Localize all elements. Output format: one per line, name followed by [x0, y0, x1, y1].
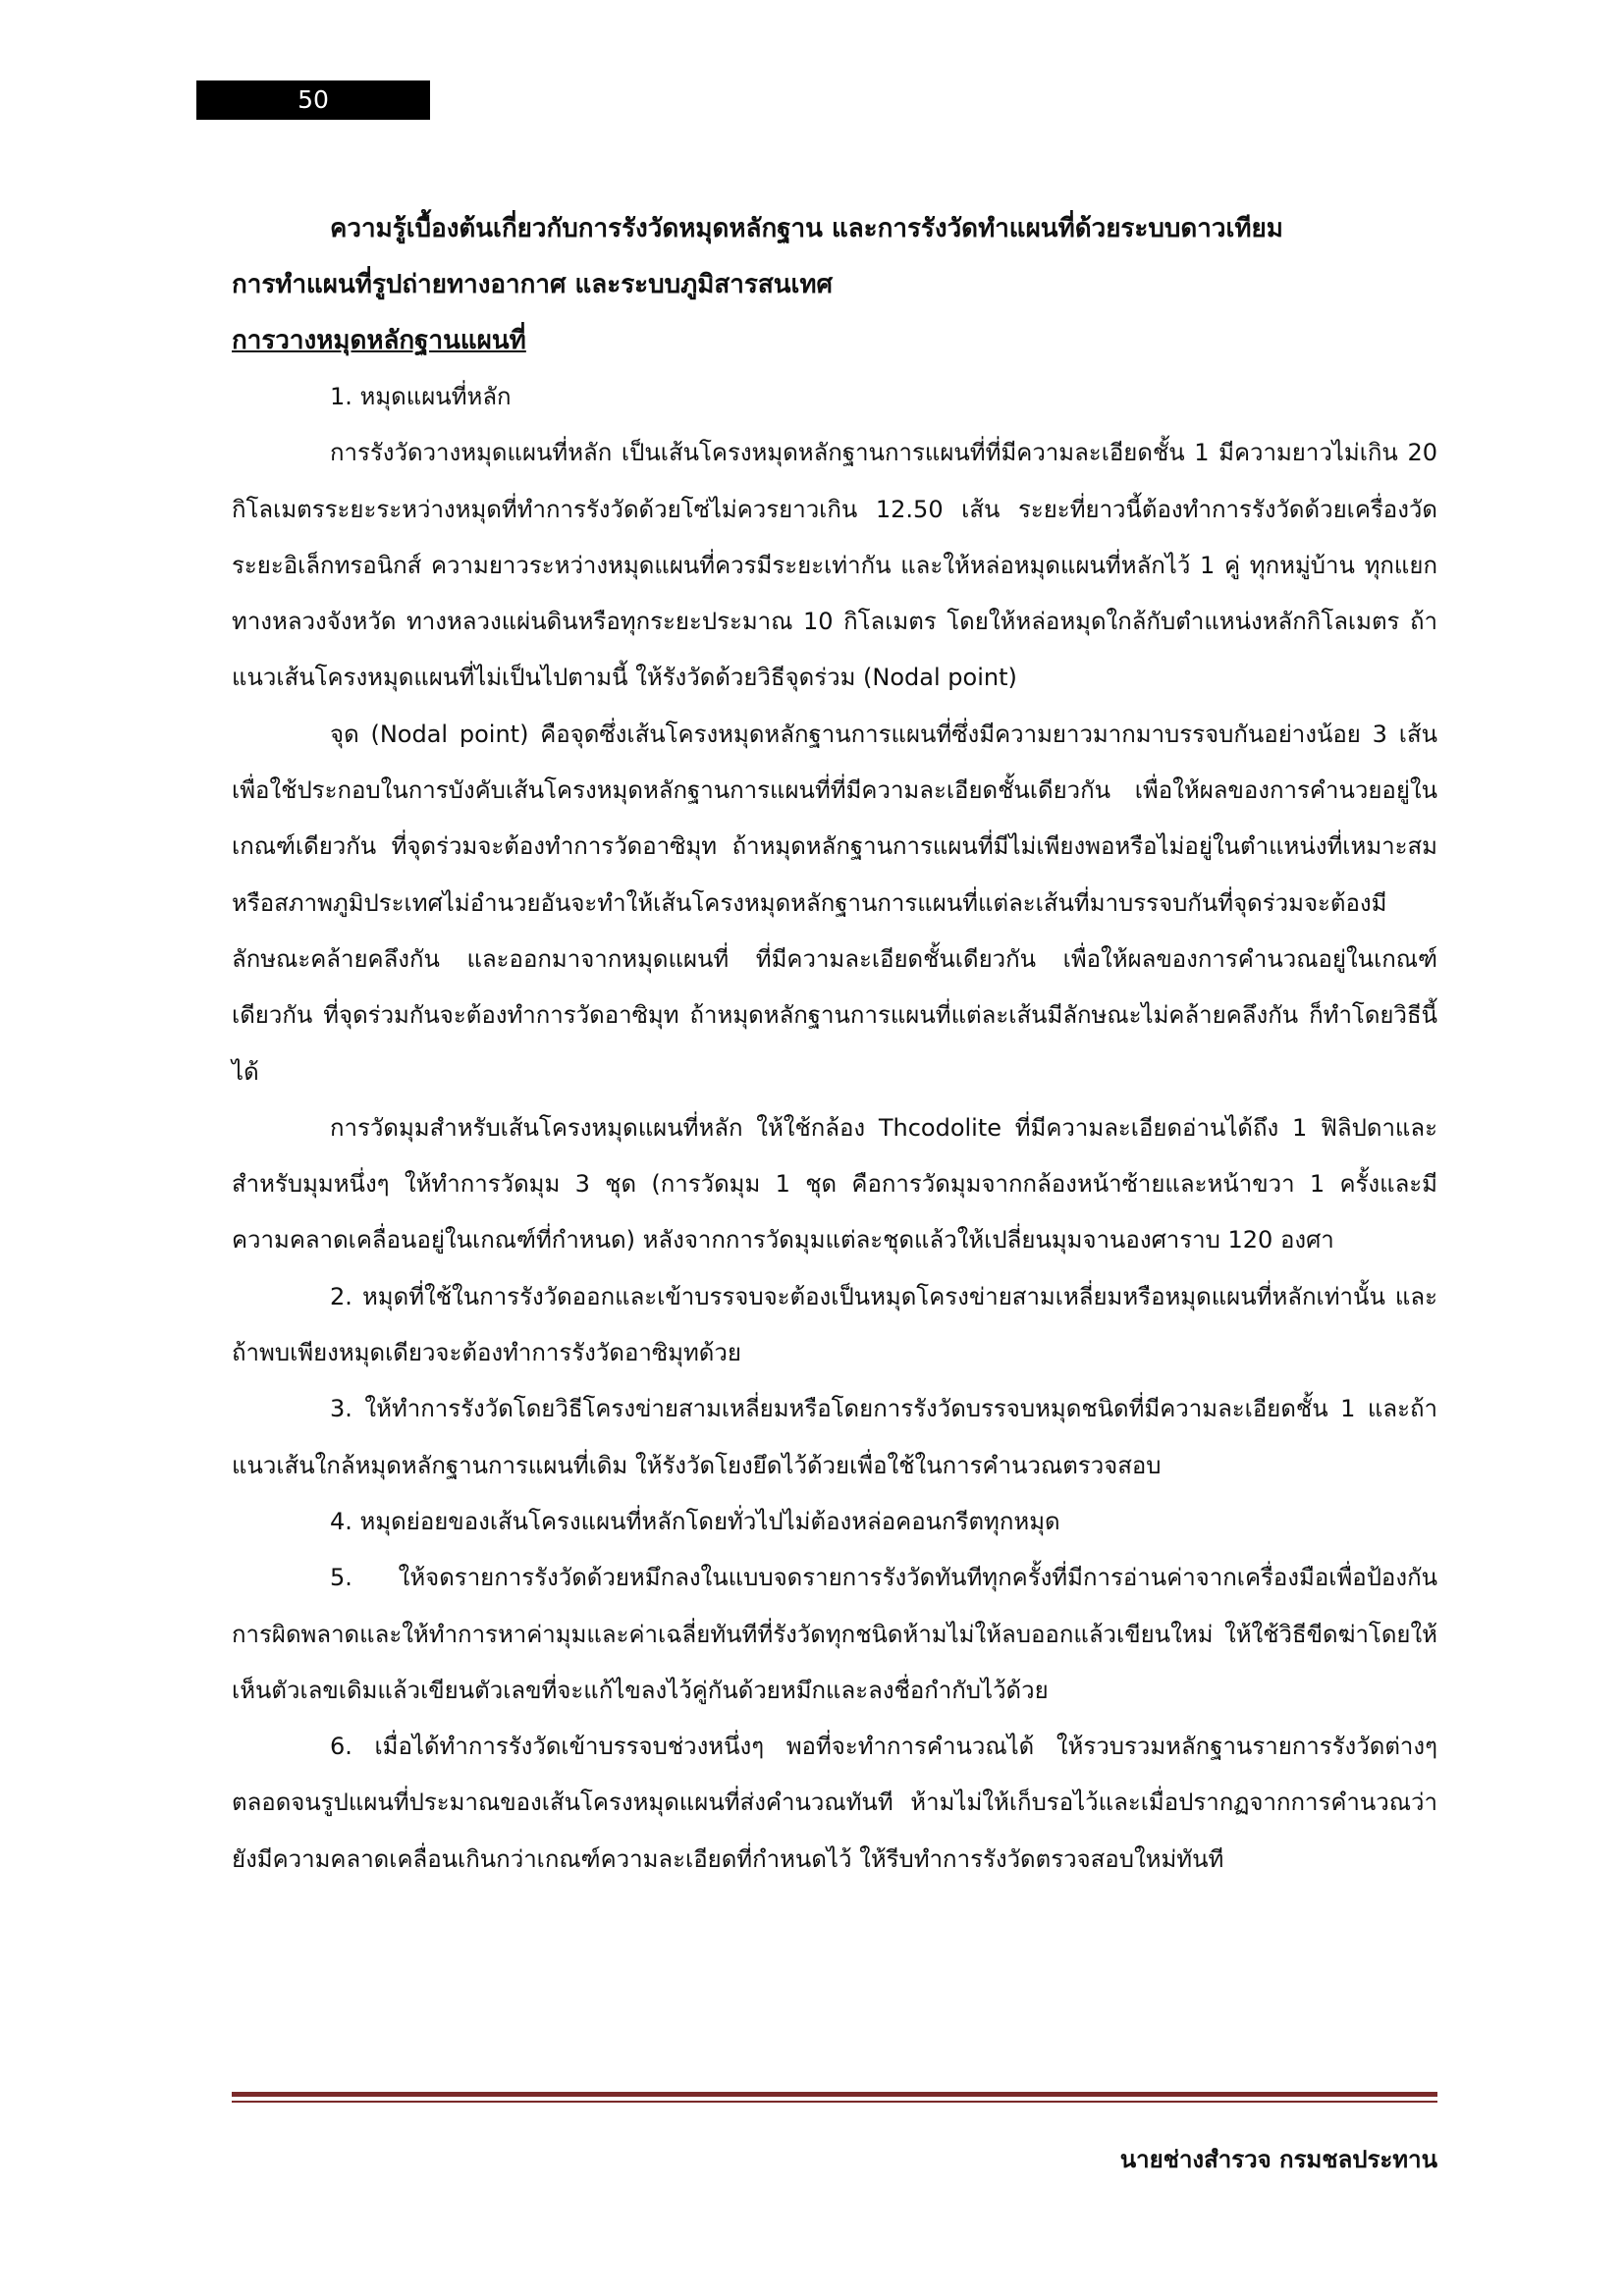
footer-divider-thin [232, 2101, 1437, 2103]
paragraph-item-1-heading: 1. หมุดแผนที่หลัก [330, 383, 512, 410]
paragraph-main-station: การรังวัดวางหมุดแผนที่หลัก เป็นเส้นโครงหมุดหลักฐานการแผนที่ที่มีความละเอียดชั้น 1 มีความยาวไม่เกิน 20 กิโลเมตรระยะระหว่างหมุดที่ทำการรังวัดด้วยโซ่ไม่ควรยาวเกิน 12.50 เส้น ระยะที่ยาวนี้ต้องทำการรังวัดด้วยเครื่องวัดระยะอิเล็กทรอนิกส์ ความยาวระหว่างหมุดแผนที่ควรมีระยะเท่ากัน และให้หล่อหมุดแผนที่หลักไว้ 1 คู่ ทุกหมู่บ้าน ทุกแยกทางหลวงจังหวัด ทางหลวงแผ่นดินหรือทุกระยะประมาณ 10 กิโลเมตร โดยให้หล่อหมุดใกล้กับตำแหน่งหลักกิโลเมตร ถ้าแนวเส้นโครงหมุดแผนที่ไม่เป็นไปตามนี้ ให้รังวัดด้วยวิธีจุดร่วม (Nodal point) [232, 439, 1437, 692]
document-title [232, 201, 1437, 313]
title-line-2: การทำแผนที่รูปถ่ายทางอากาศ และระบบภูมิสารสนเทศ [232, 270, 834, 299]
footer-text: นายช่างสำรวจ กรมชลประทาน [1119, 2145, 1437, 2173]
section-heading: การวางหมุดหลักฐานแผนที่ [232, 326, 526, 355]
title-line-1: ความรู้เบื้องต้นเกี่ยวกับการรังวัดหมุดหลักฐาน และการรังวัดทำแผนที่ด้วยระบบดาวเทียม [330, 214, 1283, 243]
paragraph-item-4: 4. หมุดย่อยของเส้นโครงแผนที่หลักโดยทั่วไปไม่ต้องหล่อคอนกรีตทุกหมุด [330, 1507, 1060, 1535]
document-body [232, 201, 1437, 1888]
paragraph-item-2: 2. หมุดที่ใช้ในการรังวัดออกและเข้าบรรจบจะต้องเป็นหมุดโครงข่ายสามเหลี่ยมหรือหมุดแผนที่หลักเท่านั้น และถ้าพบเพียงหมุดเดียวจะต้องทำการรังวัดอาซิมุทด้วย [232, 1282, 1437, 1367]
paragraph-angle-measurement: การวัดมุมสำหรับเส้นโครงหมุดแผนที่หลัก ให้ใช้กล้อง Thcodolite ที่มีความละเอียดอ่านได้ถึง 1 ฟิลิปดาและสำหรับมุมหนึ่งๆ ให้ทำการวัดมุม 3 ชุด (การวัดมุม 1 ชุด คือการวัดมุมจากกล้องหน้าซ้ายและหน้าขวา 1 ครั้งและมีความคลาดเคลื่อนอยู่ในเกณฑ์ที่กำหนด) หลังจากการวัดมุมแต่ละชุดแล้วให้เปลี่ยนมุมจานองศาราบ 120 องศา [232, 1113, 1437, 1255]
paragraph-nodal-point: จุด (Nodal point) คือจุดซึ่งเส้นโครงหมุดหลักฐานการแผนที่ซึ่งมีความยาวมากมาบรรจบกันอย่างน้อย 3 เส้น เพื่อใช้ประกอบในการบังคับเส้นโครงหมุดหลักฐานการแผนที่ที่มีความละเอียดชั้นเดียวกัน เพื่อให้ผลของการคำนวยอยู่ในเกณฑ์เดียวกัน ที่จุดร่วมจะต้องทำการวัดอาซิมุท ถ้าหมุดหลักฐานการแผนที่มีไม่เพียงพอหรือไม่อยู่ในตำแหน่งที่เหมาะสมหรือสภาพภูมิประเทศไม่อำนวยอันจะทำให้เส้นโครงหมุดหลักฐานการแผนที่แต่ละเส้นที่มาบรรจบกันที่จุดร่วมจะต้องมีลักษณะคล้ายคลึงกัน และออกมาจากหมุดแผนที่ ที่มีความละเอียดชั้นเดียวกัน เพื่อให้ผลของการคำนวณอยู่ในเกณฑ์เดียวกัน ที่จุดร่วมกันจะต้องทำการวัดอาซิมุท ถ้าหมุดหลักฐานการแผนที่แต่ละเส้นมีลักษณะไม่คล้ายคลึงกัน ก็ทำโดยวิธีนี้ได้ [232, 720, 1437, 1086]
page-number: 50 [196, 80, 430, 120]
paragraph-item-5: 5. ให้จดรายการรังวัดด้วยหมึกลงในแบบจดรายการรังวัดทันทีทุกครั้งที่มีการอ่านค่าจากเครื่องมือเพื่อป้องกันการผิดพลาดและให้ทำการหาค่ามุมและค่าเฉลี่ยทันทีที่รังวัดทุกชนิดห้ามไม่ให้ลบออกแล้วเขียนใหม่ ให้ใช้วิธีขีดฆ่าโดยให้เห็นตัวเลขเดิมแล้วเขียนตัวเลขที่จะแก้ไขลงไว้คู่กันด้วยหมึกและลงชื่อกำกับไว้ด้วย [232, 1564, 1437, 1704]
paragraph-item-3: 3. ให้ทำการรังวัดโดยวิธีโครงข่ายสามเหลี่ยมหรือโดยการรังวัดบรรจบหมุดชนิดที่มีความละเอียดชั้น 1 และถ้าแนวเส้นใกล้หมุดหลักฐานการแผนที่เดิม ให้รังวัดโยงยึดไว้ด้วยเพื่อใช้ในการคำนวณตรวจสอบ [232, 1395, 1437, 1479]
paragraph-item-6: 6. เมื่อได้ทำการรังวัดเข้าบรรจบช่วงหนึ่งๆ พอที่จะทำการคำนวณได้ ให้รวบรวมหลักฐานรายการรังวัดต่างๆตลอดจนรูปแผนที่ประมาณของเส้นโครงหมุดแผนที่ส่งคำนวณทันที ห้ามไม่ให้เก็บรอไว้และเมื่อปรากฏจากการคำนวณว่ายังมีความคลาดเคลื่อนเกินกว่าเกณฑ์ความละเอียดที่กำหนดไว้ ให้รีบทำการรังวัดตรวจสอบใหม่ทันที [232, 1733, 1437, 1873]
footer-divider-thick [232, 2092, 1437, 2097]
